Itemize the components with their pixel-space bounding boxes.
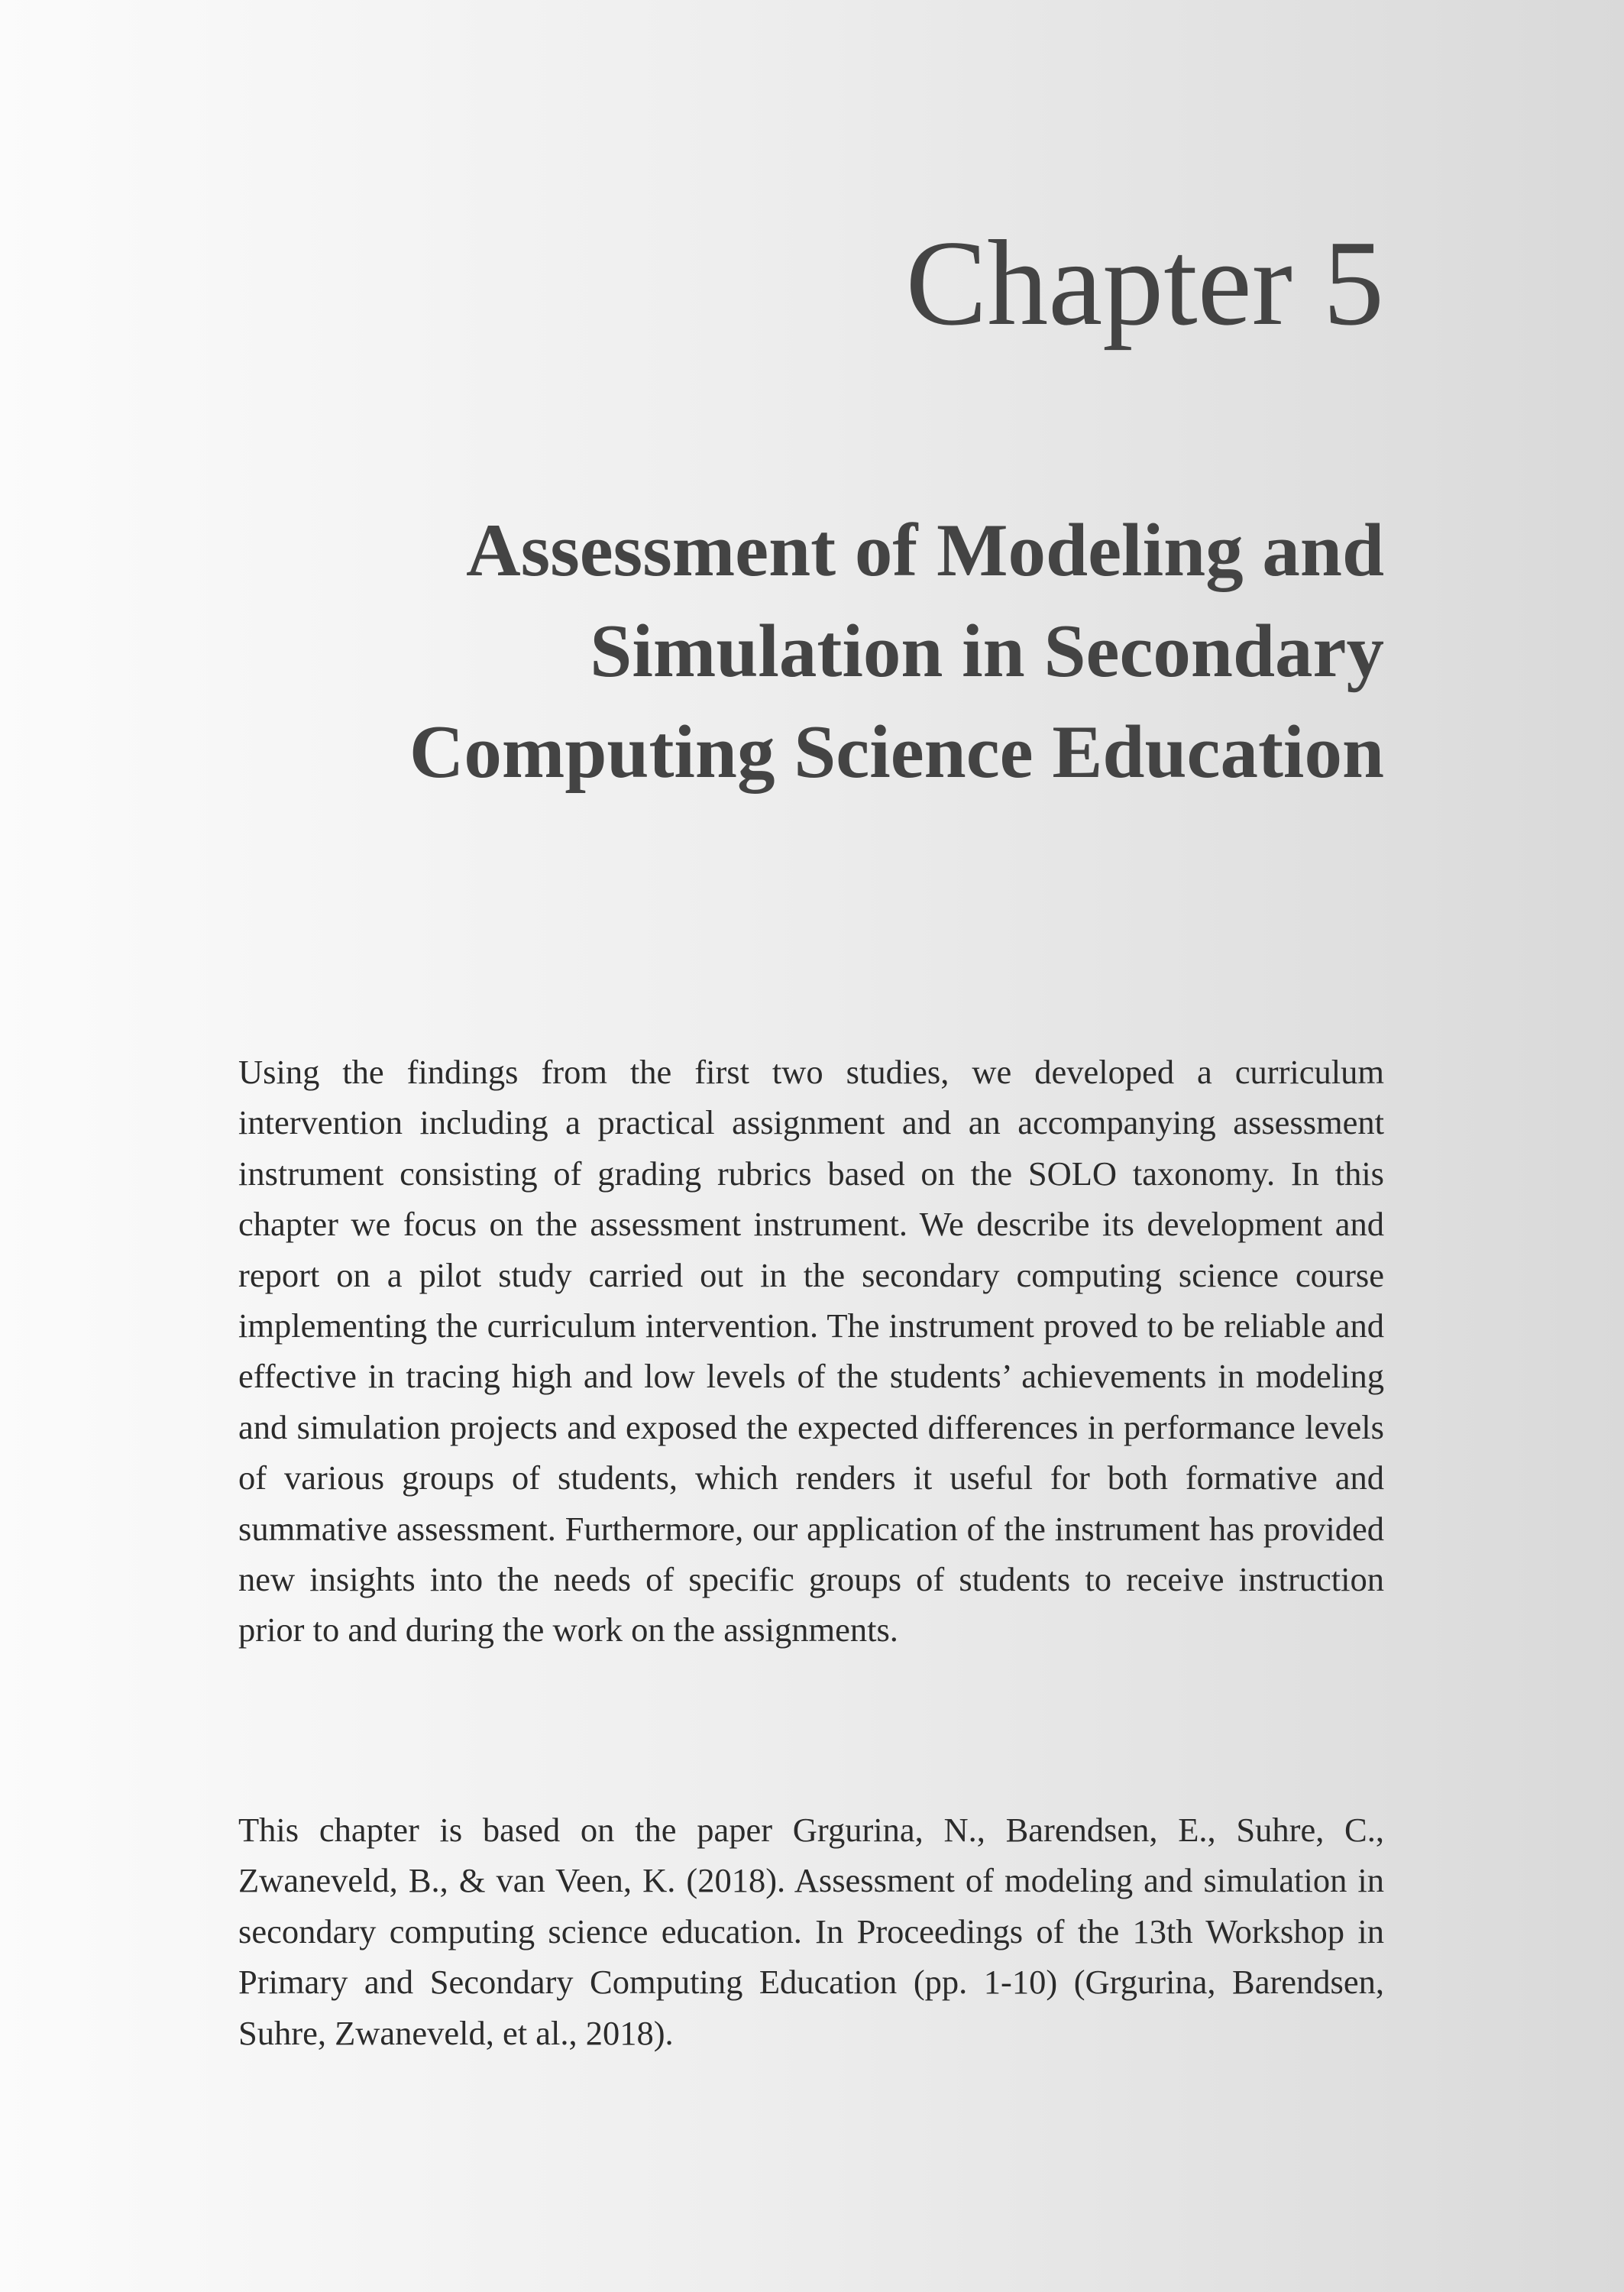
chapter-title-line-3: Computing Science Education — [409, 711, 1384, 794]
publication-source-note: This chapter is based on the paper Grgurina, N., Barendsen, E., Suhre, C., Zwaneveld, B., & van Veen, K. (2018). Assessment of modeling and simulation in secondary computing science education. In Proceedings of the 13th Workshop in Primary and Secondary Computing Education (pp. 1-10) (Grgurina, Barendsen, Suhre, Zwaneveld, et al., 2018). — [238, 1811, 1384, 2052]
chapter-title-line-2: Simulation in Secondary — [590, 610, 1384, 693]
chapter-number-heading: Chapter 5 — [905, 215, 1384, 351]
chapter-title — [315, 500, 1384, 803]
chapter-abstract: Using the findings from the first two studies, we developed a curriculum intervention including a practical assignment and an accompanying assessment instrument consisting of grading rubrics based on the SOLO taxonomy. In this chapter we focus on the assessment instrument. We describe its development and report on a pilot study carried out in the secondary computing science course implementing the curriculum intervention. The instrument proved to be reliable and effective in tracing high and low levels of the students’ achievements in modeling and simulation projects and exposed the expected differences in performance levels of various groups of students, which renders it useful for both formative and summative assessment. Furthermore, our application of the instrument has provided new insights into the needs of specific groups of students to receive instruction prior to and during the work on the assignments. — [238, 1053, 1384, 1649]
chapter-title-line-1: Assessment of Modeling and — [466, 509, 1384, 592]
